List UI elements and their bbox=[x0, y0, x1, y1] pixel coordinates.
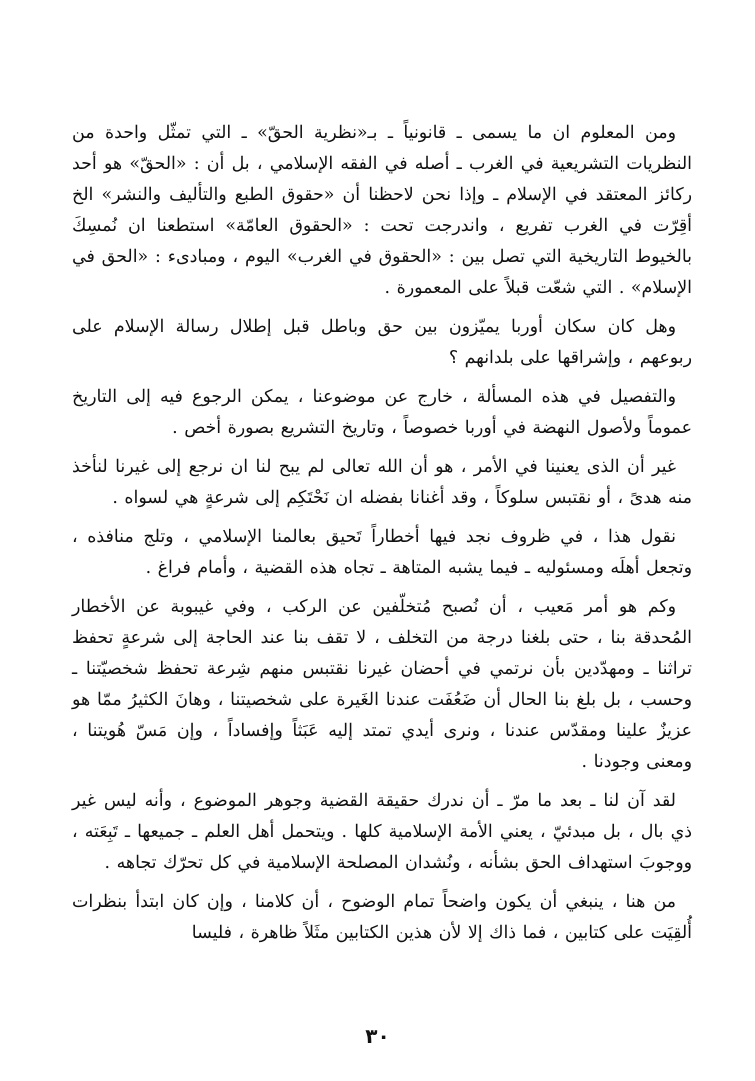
paragraph-5: نقول هذا ، في ظروف نجد فيها أخطاراً تَحيق بعالمنا الإسلامي ، وتلج منافذه ، وتجعل أهلَه ومسئوليه ـ فيما يشبه المتاهة ـ تجاه هذه القضية ، وأمام فراغ . bbox=[72, 527, 692, 578]
body-text bbox=[72, 118, 692, 957]
paragraph-7: لقد آن لنا ـ بعد ما مرّ ـ أن ندرك حقيقة القضية وجوهر الموضوع ، وأنه ليس غير ذي بال ، بل مبدئيّ ، يعني الأمة الإسلامية كلها . ويتحمل أهل العلم ـ جميعها ـ تَبِعَته ، ووجوبَ استهداف الحق بشأنه ، ونُشدان المصلحة الإسلامية في كل تحرّك تجاهه . bbox=[72, 791, 692, 873]
paragraph-3: والتفصيل في هذه المسألة ، خارج عن موضوعنا ، يمكن الرجوع فيه إلى التاريخ عموماً ولأصول النهضة في أوربا خصوصاً ، وتاريخ التشريع بصورة أخص . bbox=[72, 387, 692, 438]
paragraph-1: ومن المعلوم ان ما يسمى ـ قانونياً ـ بـ«نظرية الحقّ» ـ التي تمثّل واحدة من النظريات التشريعية في الغرب ـ أصله في الفقه الإسلامي ، بل أن : «الحقّ» هو أحد ركائز المعتقد في الإسلام ـ وإذا نحن لاحظنا أن «حقوق الطبع والتأليف والنشر» الخ أقِرّت في الغرب تفريع ، واندرجت تحت : «الحقوق العامّة» استطعنا ان نُمسِكَ بالخيوط التاريخية التي تصل بين : «الحقوق في الغرب» اليوم ، ومبادىء : «الحق في الإسلام» . التي شعّت قبلاً على المعمورة . bbox=[72, 123, 692, 298]
page-number: ٣٠ bbox=[365, 1024, 390, 1048]
paragraph-6: وكم هو أمر مَعيب ، أن نُصبح مُتخلّفين عن الركب ، وفي غيبوبة عن الأخطار المُحدقة بنا ، حتى بلغنا درجة من التخلف ، لا تقف بنا عند الحاجة إلى شرعةٍ تحفظ تراثنا ـ ومهدّدين بأن نرتمي في أحضان غيرنا نقتبس منهم شِرعة تحفظ شخصيّتنا ـ وحسب ، بل بلغ بنا الحال أن ضَعُفَت عندنا الغَيرة على شخصيتنا ، وهانَ الكثيرُ ممّا هو عزيزٌ علينا ومقدّس عندنا ، ونرى أيدي تمتد إليه عَبَثاً وإفساداً ، وإن مَسّ هُويتنا ، ومعنى وجودنا . bbox=[72, 597, 692, 772]
paragraph-4: غير أن الذى يعنينا في الأمر ، هو أن الله تعالى لم يبح لنا ان نرجع إلى غيرنا لنأخذ منه هدىً ، أو نقتبس سلوكاً ، وقد أغنانا بفضله ان نَحْتَكِم إلى شرعةٍ هي لسواه . bbox=[72, 457, 692, 508]
paragraph-2: وهل كان سكان أوربا يميّزون بين حق وباطل قبل إطلال رسالة الإسلام على ربوعهم ، وإشراقها على بلدانهم ؟ bbox=[72, 317, 692, 368]
paragraph-8: من هنا ، ينبغي أن يكون واضحاً تمام الوضوح ، أن كلامنا ، وإن كان ابتدأ بنظرات أُلقِيَت على كتابين ، فما ذاك إلا لأن هذين الكتابين مثَلاً ظاهرة ، فليسا bbox=[72, 892, 692, 943]
